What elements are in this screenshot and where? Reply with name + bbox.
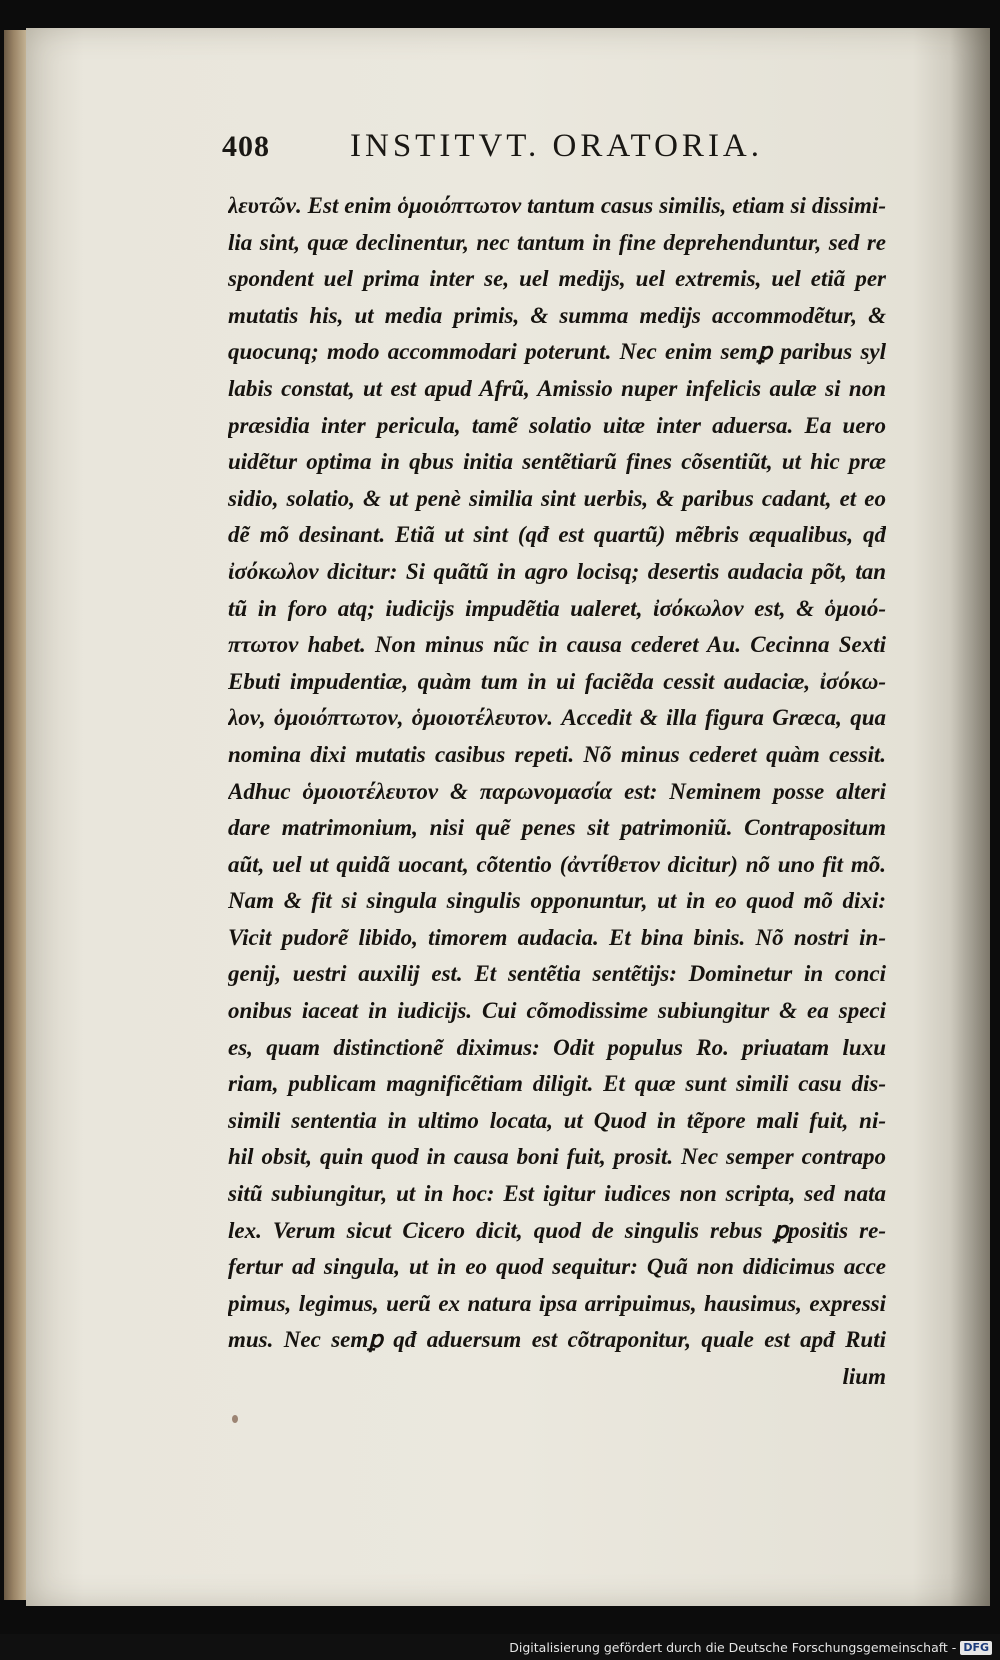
text-line: nomina dixi mutatis casibus repeti. Nõ minus cederet quàm cessit.: [228, 741, 886, 767]
text-line: sidio, solatio, & ut penè similia sint uerbis, & paribus cadant, et eo: [228, 485, 886, 511]
text-line: simili sententia in ultimo locata, ut Quod in tẽpore mali fuit, ni-: [228, 1107, 886, 1133]
catchword: lium: [842, 1364, 886, 1389]
text-line: mus. Nec semꝑ qđ aduersum est cõtraponitur, quale est apđ Ruti: [228, 1327, 886, 1353]
page-header: [222, 128, 862, 172]
text-line: præsidia inter pericula, tamẽ solatio uitæ inter aduersa. Ea uero: [228, 412, 886, 438]
text-line: labis constat, ut est apud Afrũ, Amissio nuper infelicis aulæ si non: [228, 375, 886, 401]
text-line: πτωτον habet. Non minus nũc in causa cederet Au. Cecinna Sexti: [228, 632, 886, 658]
text-line: sitũ subiungitur, ut in hoc: Est igitur iudices non scripta, sed nata: [228, 1181, 886, 1207]
funding-credit: [509, 1640, 992, 1655]
text-line: Ebuti impudentiæ, quàm tum in ui faciẽda cessit audaciæ, ἰσόκω-: [228, 668, 886, 694]
text-line: Nam & fit si singula singulis opponuntur, ut in eo quod mõ dixi:: [228, 888, 886, 914]
text-line: tũ in foro atq; iudicijs impudẽtia ualeret, ἰσόκωλον est, & ὁμοιό-: [228, 595, 886, 621]
text-line: Adhuc ὁμοιοτέλευτον & παρωνομασία est: Neminem posse alteri: [228, 778, 886, 804]
text-line: mutatis his, ut media primis, & summa medijs accommodẽtur, &: [228, 302, 886, 328]
text-line: λον, ὁμοιόπτωτον, ὁμοιοτέλευτον. Accedit & illa figura Græca, qua: [228, 705, 886, 731]
text-line: dẽ mõ desinant. Etiã ut sint (qđ est quartũ) mẽbris æqualibus, qđ: [228, 522, 886, 548]
text-line: uidẽtur optima in qbus initia sentẽtiarũ fines cõsentiũt, ut hic præ: [228, 449, 886, 475]
page-number: 408: [222, 130, 270, 163]
text-line: quocunq; modo accommodari poterunt. Nec enim semꝑ paribus syl: [228, 339, 886, 365]
paper-stain: [232, 1415, 238, 1423]
text-line: fertur ad singula, ut in eo quod sequitur: Quã non didicimus acce: [228, 1254, 886, 1280]
text-line: riam, publicam magnificẽtiam diligit. Et quæ sunt simili casu dis-: [228, 1071, 886, 1097]
text-line: dare matrimonium, nisi quẽ penes sit patrimoniũ. Contrapositum: [228, 815, 886, 841]
text-line: onibus iaceat in iudicijs. Cui cõmodissime subiungitur & ea speci: [228, 998, 886, 1024]
text-line: genij, uestri auxilij est. Et sentẽtia sentẽtijs: Dominetur in conci: [228, 961, 886, 987]
credit-text: Digitalisierung gefördert durch die Deutsche Forschungsgemeinschaft -: [509, 1640, 957, 1655]
text-line: es, quam distinctionẽ diximus: Odit populus Ro. priuatam luxu: [228, 1034, 886, 1060]
text-line: lex. Verum sicut Cicero dicit, quod de singulis rebus ꝑpositis re-: [228, 1217, 886, 1243]
page-gutter-shadow: [950, 28, 990, 1606]
text-line: spondent uel prima inter se, uel medijs, uel extremis, uel etiã per: [228, 266, 886, 292]
text-line: λευτῶν. Est enim ὁμοιόπτωτον tantum casus similis, etiam si dissimi-: [228, 193, 886, 218]
text-line: pimus, legimus, uerũ ex natura ipsa arripuimus, hausimus, expressi: [228, 1290, 886, 1316]
page-edge: [4, 30, 28, 1600]
body-text: [228, 188, 886, 1396]
text-line: aũt, uel ut quidã uocant, cõtentio (ἀντίθετον dicitur) nõ uno fit mõ.: [228, 851, 886, 877]
text-line: lia sint, quæ declinentur, nec tantum in fine deprehenduntur, sed re: [228, 229, 886, 255]
running-head: INSTITVT. ORATORIA.: [350, 128, 764, 164]
text-line: ἰσόκωλον dicitur: Si quãtũ in agro locisq; desertis audacia põt, tan: [228, 558, 886, 584]
text-line: Vicit pudorẽ libido, timorem audacia. Et bina binis. Nõ nostri in-: [228, 924, 886, 950]
text-line: hil obsit, quin quod in causa boni fuit, prosit. Nec semper contrapo: [228, 1144, 886, 1170]
dfg-logo: DFG: [960, 1641, 992, 1655]
